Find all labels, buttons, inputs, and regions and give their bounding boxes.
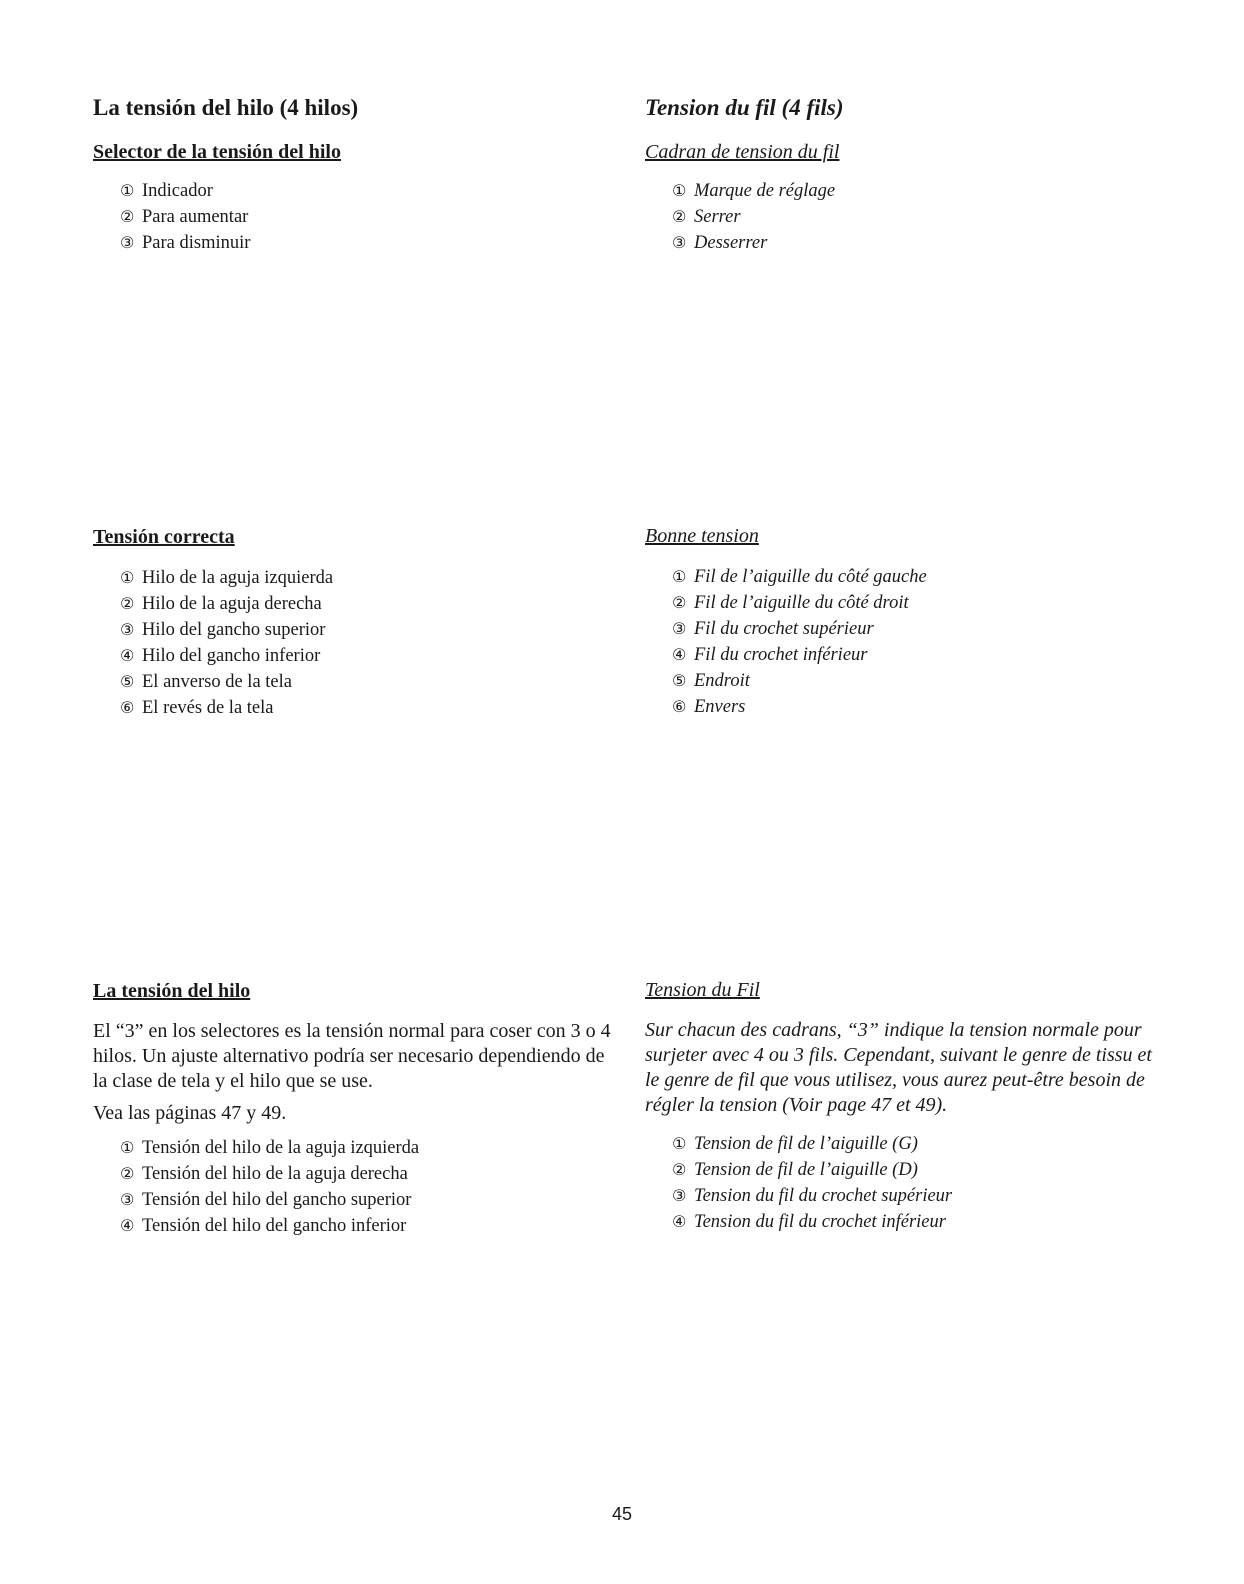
es-header-block bbox=[93, 94, 613, 256]
es-s3-note: Vea las páginas 47 y 49. bbox=[93, 1102, 287, 1124]
list-item: ③ Para disminuir bbox=[120, 232, 251, 253]
es-section-2 bbox=[93, 525, 613, 721]
page-number: 45 bbox=[611, 1504, 633, 1524]
list-item: ① Tensión del hilo de la aguja izquierda bbox=[120, 1138, 420, 1158]
list-item: ② Hilo de la aguja derecha bbox=[120, 594, 322, 614]
fr-s3-heading: Tension du Fil bbox=[645, 979, 760, 1001]
es-s1-heading: Selector de la tensión del hilo bbox=[93, 140, 341, 163]
list-item: ⑤ El anverso de la tela bbox=[120, 672, 292, 692]
fr-title: Tension du fil (4 fils) bbox=[645, 95, 844, 120]
list-item: ② Fil de l’aiguille du côté droit bbox=[672, 593, 909, 613]
fr-header-block bbox=[645, 94, 1165, 256]
list-item: ② Para aumentar bbox=[120, 206, 249, 227]
es-s2-heading: Tensión correcta bbox=[93, 526, 235, 548]
fr-section-2 bbox=[645, 524, 1165, 720]
list-item: ① Hilo de la aguja izquierda bbox=[120, 568, 334, 588]
list-item: ② Tension de fil de l’aiguille (D) bbox=[672, 1160, 918, 1180]
list-item: ④ Tension du fil du crochet inférieur bbox=[672, 1212, 946, 1232]
fr-s2-list bbox=[645, 564, 1165, 720]
list-item: ① Tension de fil de l’aiguille (G) bbox=[672, 1134, 918, 1154]
list-item: ④ Hilo del gancho inferior bbox=[120, 646, 321, 666]
list-item: ① Indicador bbox=[120, 180, 213, 201]
es-s3-heading: La tensión del hilo bbox=[93, 980, 251, 1002]
list-item: ⑥ El revés de la tela bbox=[120, 698, 274, 718]
list-item: ② Serrer bbox=[672, 206, 741, 227]
list-item: ③ Hilo del gancho superior bbox=[120, 620, 326, 640]
list-item: ① Fil de l’aiguille du côté gauche bbox=[672, 567, 927, 587]
fr-s2-heading: Bonne tension bbox=[645, 525, 759, 547]
fr-section-3 bbox=[645, 978, 1165, 1235]
es-s1-list bbox=[93, 178, 613, 256]
list-item: ⑥ Envers bbox=[672, 697, 746, 717]
list-item: ③ Tension du fil du crochet supérieur bbox=[672, 1186, 953, 1206]
es-s3-paragraph: El “3” en los selectores es la tensión normal para coser con 3 o 4 hilos. Un ajuste alternativo podría ser necesario dependiendo de la clase de tela y el hilo que se use. bbox=[93, 1020, 611, 1092]
list-item: ③ Tensión del hilo del gancho superior bbox=[120, 1190, 412, 1210]
list-item: ④ Tensión del hilo del gancho inferior bbox=[120, 1216, 407, 1236]
list-item: ② Tensión del hilo de la aguja derecha bbox=[120, 1164, 408, 1184]
list-item: ① Marque de réglage bbox=[672, 180, 836, 201]
fr-s3-paragraph: Sur chacun des cadrans, “3” indique la tension normale pour surjeter avec 4 ou 3 fils. Cependant, suivant le genre de tissu et le genre de fil que vous utilisez, vous aurez peut-être besoin de régler la tension (Voir page 47 et 49). bbox=[645, 1019, 1152, 1116]
fr-s3-list bbox=[645, 1131, 1165, 1235]
es-s2-list bbox=[93, 565, 613, 721]
list-item: ⑤ Endroit bbox=[672, 671, 750, 691]
es-s3-list bbox=[93, 1135, 613, 1239]
list-item: ③ Desserrer bbox=[672, 232, 768, 253]
es-title: La tensión del hilo (4 hilos) bbox=[93, 95, 359, 120]
fr-s1-heading: Cadran de tension du fil bbox=[645, 140, 840, 163]
es-section-3 bbox=[93, 979, 613, 1239]
list-item: ③ Fil du crochet supérieur bbox=[672, 619, 874, 639]
list-item: ④ Fil du crochet inférieur bbox=[672, 645, 868, 665]
fr-s1-list bbox=[645, 178, 1165, 256]
